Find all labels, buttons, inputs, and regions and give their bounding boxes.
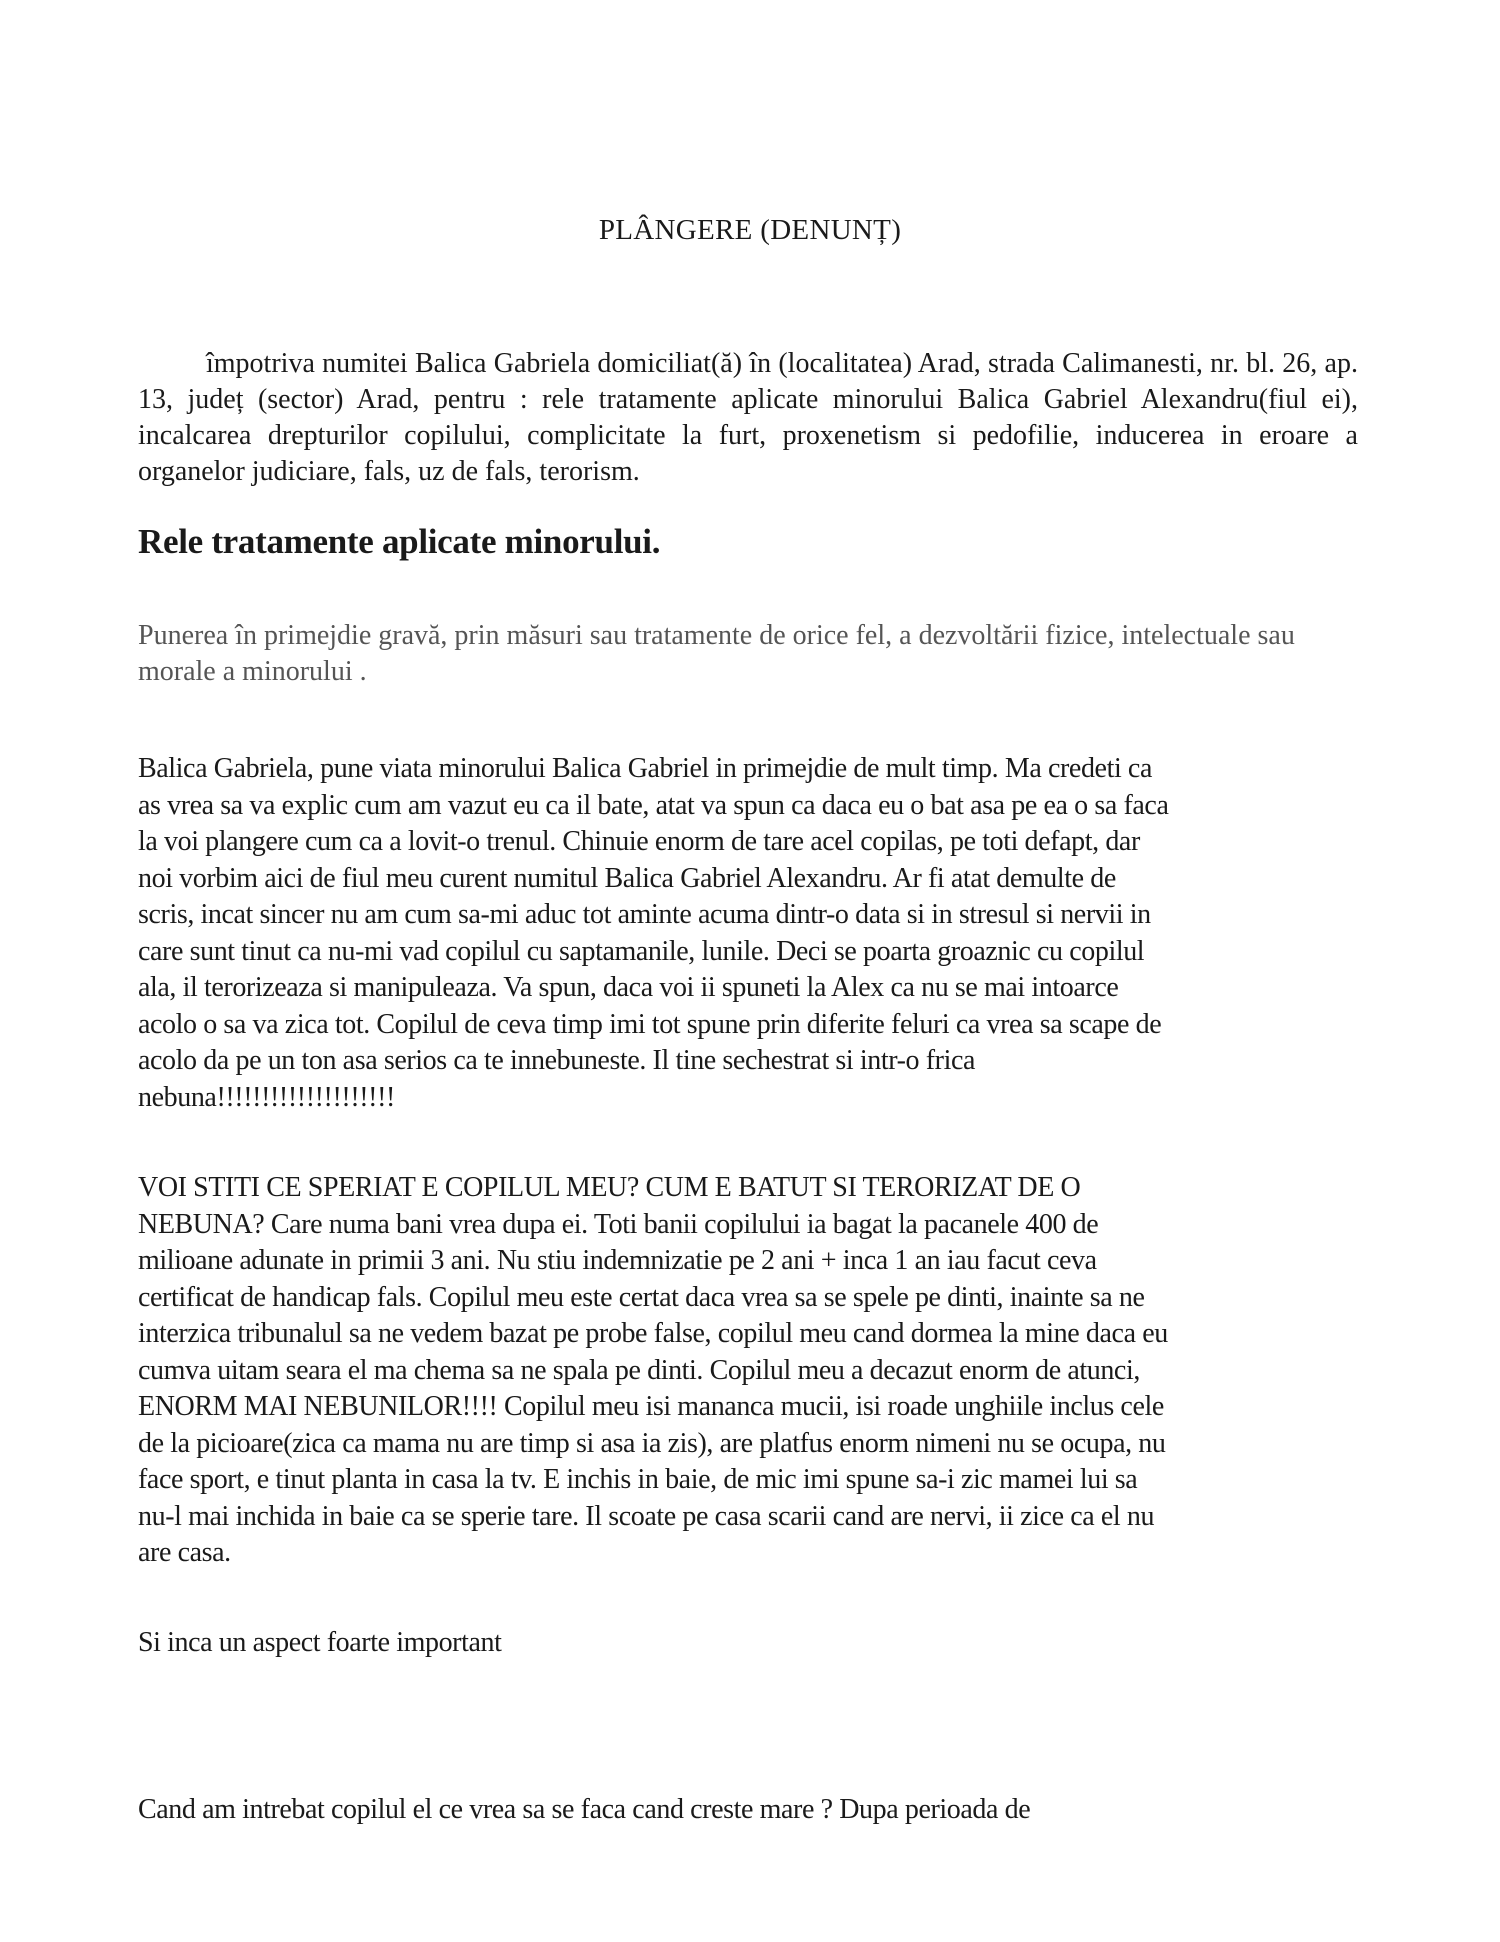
text-line: NEBUNA? Care numa bani vrea dupa ei. Toti banii copilului ia bagat la pacanele 400 de (138, 1208, 1099, 1240)
section-heading: Rele tratamente aplicate minorului. (138, 522, 661, 561)
text-line: noi vorbim aici de fiul meu curent numitul Balica Gabriel Alexandru. Ar fi atat demulte de (138, 862, 1116, 894)
text-line: Cand am intrebat copilul el ce vrea sa se faca cand creste mare ? Dupa perioada de (138, 1794, 1031, 1825)
document-title: PLÂNGERE (DENUNȚ) (598, 214, 902, 246)
text-line: care sunt tinut ca nu-mi vad copilul cu saptamanile, lunile. Deci se poarta groaznic cu copilul (138, 935, 1145, 967)
text-line: nu-l mai inchida in baie ca se sperie tare. Il scoate pe casa scarii cand are nervi, ii zice ca el nu (138, 1500, 1155, 1532)
paragraph-1 (138, 751, 1378, 1116)
text-line: ala, il terorizeaza si manipuleaza. Va spun, daca voi ii spuneti la Alex ca nu se mai intoarce (138, 972, 1119, 1003)
paragraph-2 (138, 1170, 1378, 1572)
text-line: la voi plangere cum ca a lovit-o trenul. Chinuie enorm de tare acel copilas, pe toti defapt, dar (138, 826, 1140, 857)
paragraph-4 (138, 1792, 1378, 1829)
text-line: VOI STITI CE SPERIAT E COPILUL MEU? CUM E BATUT SI TERORIZAT DE O (138, 1172, 1081, 1203)
text-line: scris, incat sincer nu am cum sa-mi aduc tot aminte acuma dintr-o data si in stresul si nervii in (138, 899, 1151, 930)
paragraph-3 (138, 1625, 1378, 1662)
text-line: interzica tribunalul sa ne vedem bazat pe probe false, copilul meu cand dormea la mine daca eu (138, 1318, 1168, 1349)
text-line: certificat de handicap fals. Copilul meu este certat daca vrea sa se spele pe dinti, inainte sa ne (138, 1281, 1145, 1313)
text-line: as vrea sa va explic cum am vazut eu ca il bate, atat va spun ca daca eu o bat asa pe ea o sa faca (138, 789, 1169, 821)
intro-paragraph: împotriva numitei Balica Gabriela domiciliat(ă) în (localitatea) Arad, strada Calimanesti, nr. bl. 26, ap. 13, județ (sector) Arad, pentru : rele tratamente aplicate minorului Balica Gabriel Alexandru(fiul ei), incalcarea drepturilor copilului, complicitate la furt, proxenetism si pedofilie, inducerea in eroare a organelor judiciare, fals, uz de fals, terorism. (138, 348, 1358, 487)
text-line: cumva uitam seara el ma chema sa ne spala pe dinti. Copilul meu a decazut enorm de atunci, (138, 1354, 1140, 1386)
text-line: acolo o sa va zica tot. Copilul de ceva timp imi tot spune prin diferite feluri ca vrea sa scape de (138, 1008, 1162, 1040)
text-line: de la picioare(zica ca mama nu are timp si asa ia zis), are platfus enorm nimeni nu se ocupa, nu (138, 1427, 1166, 1459)
text-line: Si inca un aspect foarte important (138, 1627, 502, 1658)
text-line: Balica Gabriela, pune viata minorului Balica Gabriel in primejdie de mult timp. Ma credeti ca (138, 753, 1152, 784)
text-line: are casa. (138, 1537, 231, 1568)
text-line: acolo da pe un ton asa serios ca te innebuneste. Il tine sechestrat si intr-o frica (138, 1045, 976, 1076)
text-line: nebuna!!!!!!!!!!!!!!!!!!!! (138, 1081, 395, 1113)
text-line: face sport, e tinut planta in casa la tv. E inchis in baie, de mic imi spune sa-i zic mamei lui sa (138, 1464, 1138, 1495)
legal-definition: Punerea în primejdie gravă, prin măsuri sau tratamente de orice fel, a dezvoltării fizice, intelectuale sau morale a minorului . (138, 620, 1295, 687)
text-line: ENORM MAI NEBUNILOR!!!! Copilul meu isi mananca mucii, isi roade unghiile inclus cele (138, 1391, 1164, 1422)
text-line: milioane adunate in primii 3 ani. Nu stiu indemnizatie pe 2 ani + inca 1 an iau facut ceva (138, 1245, 1097, 1276)
